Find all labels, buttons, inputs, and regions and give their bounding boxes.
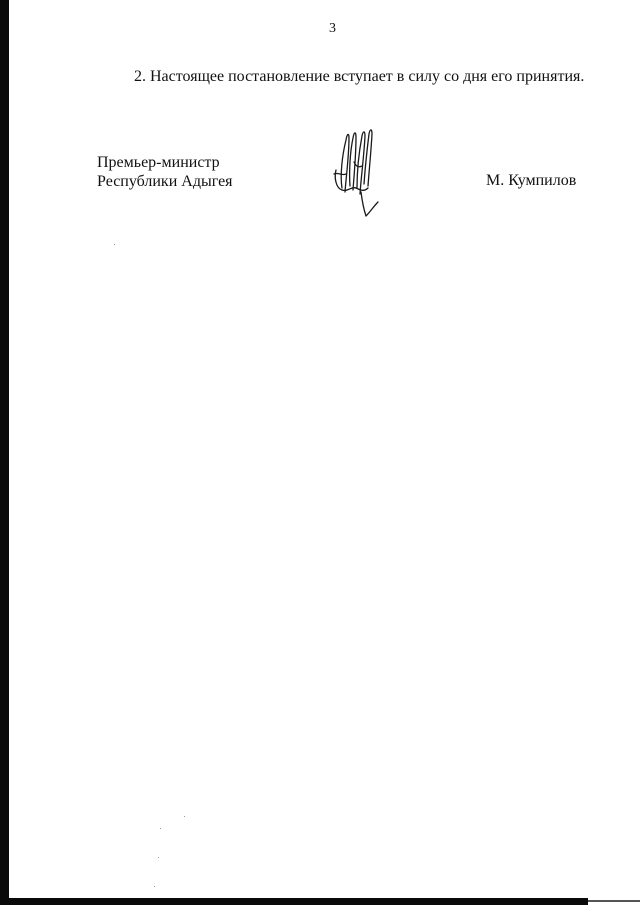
- signatory-title: [97, 153, 233, 191]
- scan-edge-bottom-tail: [588, 900, 640, 902]
- clause-text: 2. Настоящее постановление вступает в силу со дня его принятия.: [134, 68, 585, 85]
- handwritten-signature: [328, 126, 384, 220]
- scan-speck: [114, 244, 115, 245]
- scan-speck: [154, 886, 155, 887]
- scan-edge-left: [0, 0, 9, 905]
- signatory-title-line-1: Премьер-министр: [97, 154, 220, 171]
- scan-speck: [158, 857, 159, 858]
- signatory-name: М. Кумпилов: [486, 172, 577, 189]
- page-number: 3: [329, 21, 336, 36]
- signatory-title-line-2: Республики Адыгея: [97, 173, 233, 190]
- scan-speck: [160, 828, 161, 829]
- scan-edge-bottom: [0, 898, 588, 905]
- scan-speck: [184, 816, 185, 817]
